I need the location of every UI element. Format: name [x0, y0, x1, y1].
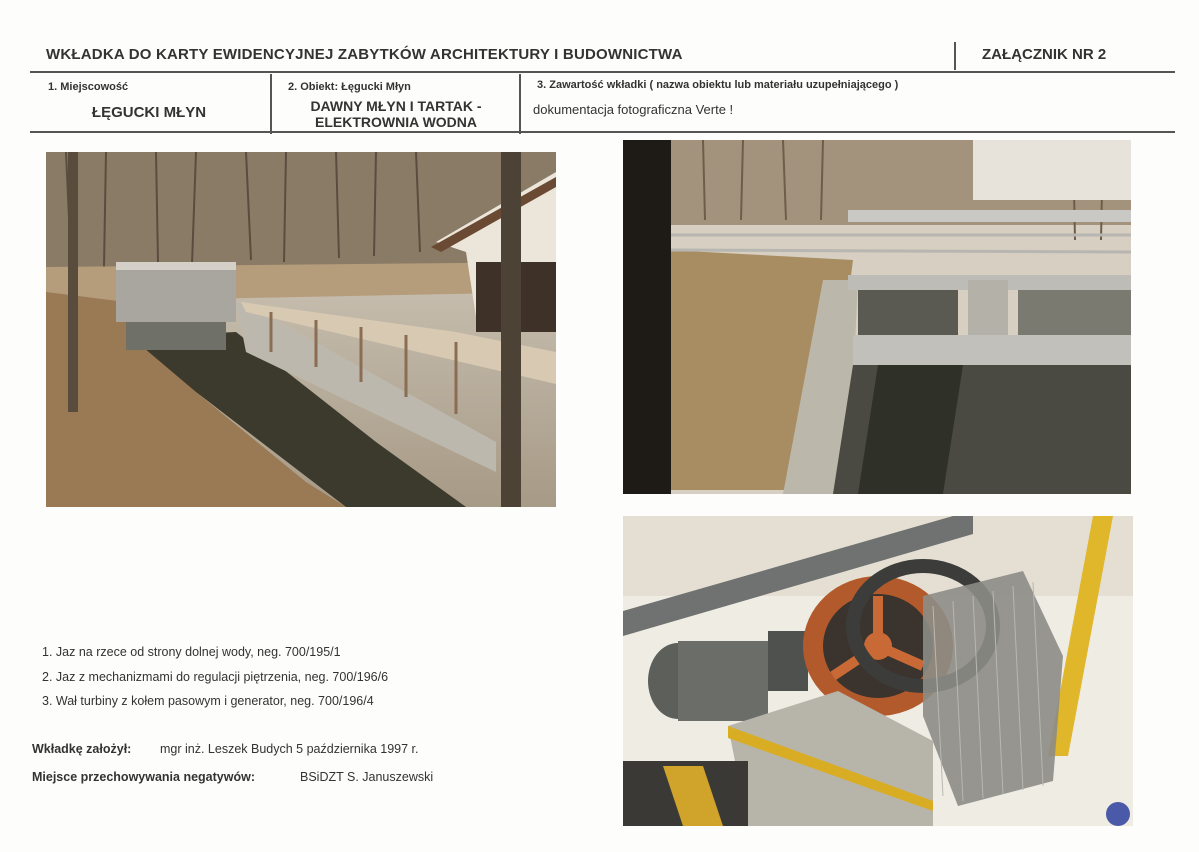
- author-value: mgr inż. Leszek Budych 5 października 1997 r.: [160, 742, 419, 756]
- content-value: dokumentacja fotograficzna Verte !: [533, 102, 734, 117]
- caption-2: 2. Jaz z mechanizmami do regulacji piętrzenia, neg. 700/196/6: [42, 670, 389, 684]
- author-label: Wkładkę założył:: [32, 742, 132, 756]
- storage-value: BSiDZT S. Januszewski: [300, 770, 434, 784]
- location-value: ŁĘGUCKI MŁYN: [91, 104, 207, 121]
- field-divider-2: [519, 74, 521, 134]
- header-divider: [954, 42, 956, 70]
- object-value-line1: DAWNY MŁYN I TARTAK -: [310, 98, 482, 114]
- object-label: 2. Obiekt: Łęgucki Młyn: [288, 81, 411, 93]
- location-label: 1. Miejscowość: [48, 81, 129, 93]
- annex-number: ZAŁĄCZNIK NR 2: [982, 46, 1107, 63]
- caption-1: 1. Jaz na rzece od strony dolnej wody, neg. 700/195/1: [42, 645, 341, 659]
- object-value-line2: ELEKTROWNIA WODNA: [314, 114, 478, 130]
- photo-weir-downstream: [46, 152, 556, 507]
- header-rule: [30, 71, 1175, 73]
- document-title: WKŁADKA DO KARTY EWIDENCYJNEJ ZABYTKÓW ARCHITEKTURY I BUDOWNICTWA: [46, 46, 683, 63]
- photo-turbine-shaft: [623, 516, 1133, 826]
- fields-rule: [30, 131, 1175, 133]
- storage-label: Miejsce przechowywania negatywów:: [32, 770, 255, 784]
- content-label: 3. Zawartość wkładki ( nazwa obiektu lub materiału uzupełniającego ): [537, 79, 899, 91]
- caption-3: 3. Wał turbiny z kołem pasowym i generator, neg. 700/196/4: [42, 694, 374, 708]
- photo-weir-mechanisms: [623, 140, 1131, 494]
- field-divider-1: [270, 74, 272, 134]
